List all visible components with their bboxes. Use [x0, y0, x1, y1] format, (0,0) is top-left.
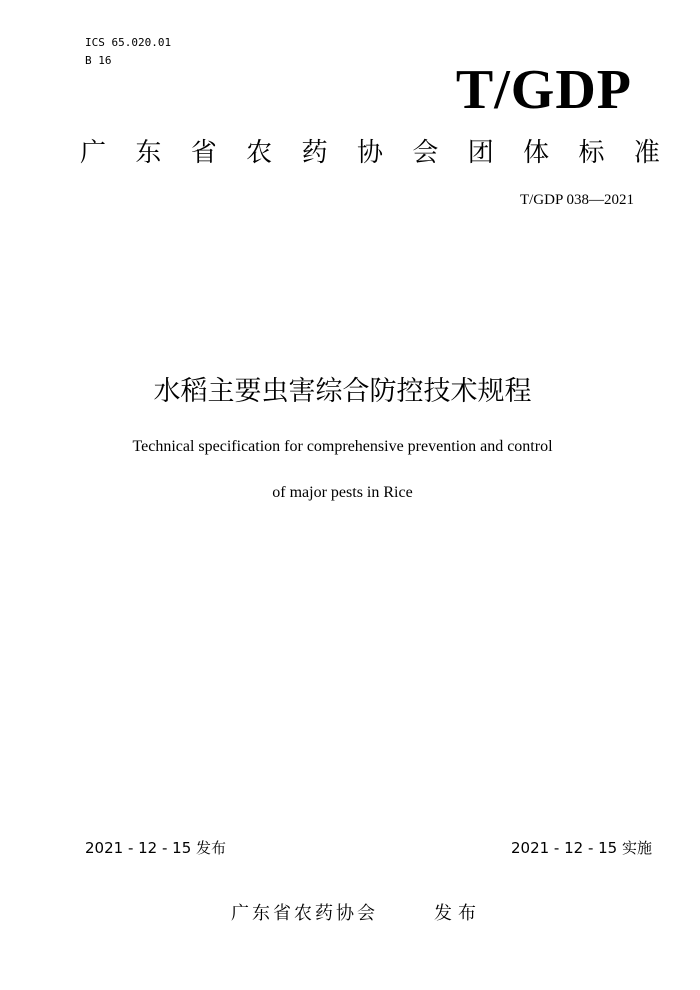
org-title-char: 东 — [135, 138, 162, 168]
org-title-char: 农 — [246, 138, 273, 168]
standard-logo: T/GDP — [455, 59, 632, 121]
organization-standard-title — [80, 135, 660, 171]
document-title-english-line2: of major pests in Rice — [272, 484, 413, 501]
org-title-char: 标 — [578, 138, 605, 168]
document-title-english-line1: Technical specification for comprehensive prevention and control — [132, 438, 553, 455]
document-title-chinese: 水稻主要虫害综合防控技术规程 — [153, 376, 532, 407]
org-title-char: 团 — [467, 138, 494, 168]
ics-code: ICS 65.020.01 — [85, 36, 172, 49]
publish-date: 2021 - 12 - 15 发布 — [85, 839, 227, 857]
org-title-char: 广 — [80, 138, 107, 168]
org-title-char: 省 — [190, 138, 217, 168]
org-title-char: 药 — [301, 138, 328, 168]
issuing-organization: 广东省农药协会 — [231, 903, 378, 924]
ccs-code: B 16 — [85, 54, 112, 67]
org-title-char: 协 — [356, 138, 383, 168]
org-title-char: 准 — [633, 138, 660, 168]
implement-date: 2021 - 12 - 15 实施 — [510, 839, 652, 857]
standard-number: T/GDP 038—2021 — [519, 192, 634, 208]
issue-label: 发布 — [434, 903, 482, 924]
org-title-char: 会 — [412, 138, 439, 168]
org-title-char: 体 — [523, 138, 550, 168]
